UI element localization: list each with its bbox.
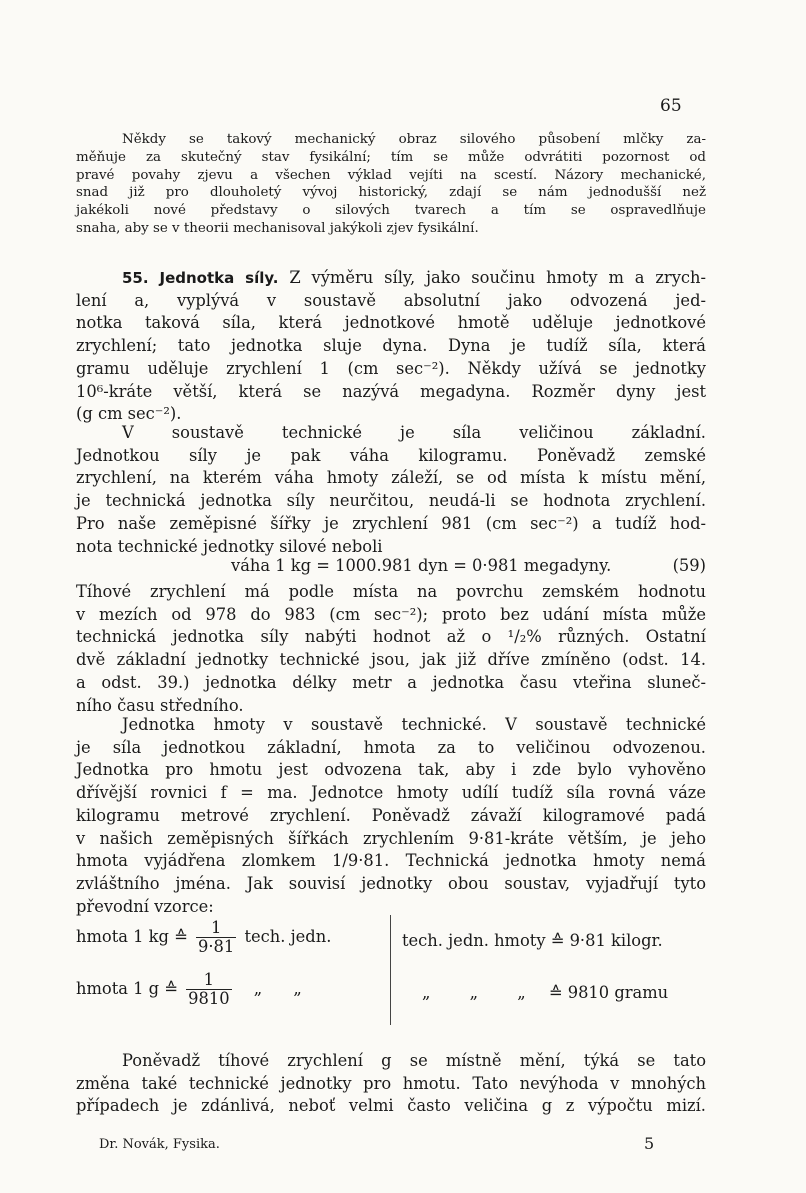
- technical-paragraph: [76, 422, 706, 558]
- text-line: V soustavě technické je síla veličinou základní.: [122, 423, 706, 442]
- text-line: kilogramu metrové zrychlení. Poněvadž závaží kilogramové padá: [76, 805, 706, 825]
- equation-number: (59): [672, 556, 706, 575]
- text-line: snaha, aby se v theorii mechanisoval jakýkoli zjev fysikální.: [76, 220, 479, 236]
- text-line: převodní vzorce:: [76, 896, 214, 916]
- conversion-row-2-left: [76, 971, 302, 1008]
- intro-paragraph: [76, 131, 706, 238]
- numerator: 1: [203, 970, 215, 989]
- text-line: Tíhové zrychlení má podle místa na povrchu zemském hodnotu: [76, 582, 706, 601]
- text-line: lení a, vyplývá v soustavě absolutní jako odvozená jed-: [76, 290, 706, 310]
- text-line: je síla jednotkou základní, hmota za to veličinou odvozenou.: [76, 737, 706, 757]
- conversion-row-1-left: [76, 919, 331, 956]
- text-line: Pro naše zeměpisné šířky je zrychlení 981 (cm sec⁻²) a tudíž hod-: [76, 513, 706, 533]
- text-line: (g cm sec⁻²).: [76, 404, 182, 424]
- fraction: [186, 971, 231, 1008]
- text-line: jakékoli nové představy o silových tvarech a tím se ospravedlňuje: [76, 203, 706, 219]
- conversion-row-2-right: [422, 983, 668, 1002]
- text-line: je technická jednotka síly neurčitou, neudá-li se hodnota zrychlení.: [76, 491, 706, 511]
- text-line: Jednotkou síly je pak váha kilogramu. Poněvadž zemské: [76, 445, 706, 465]
- text-line: změna také technické jednotky pro hmotu. Tato nevýhoda v mnohých: [76, 1073, 706, 1093]
- footer-author: Dr. Novák, Fysika.: [99, 1137, 220, 1152]
- correspondence-symbol: ≙: [548, 983, 563, 1002]
- conversion-row-1-right: [402, 931, 663, 950]
- denominator: 9810: [188, 989, 230, 1008]
- text-line: [76, 267, 706, 290]
- text-line: zrychlení, na kterém váha hmoty záleží, se od místa k místu mění,: [76, 468, 706, 488]
- closing-paragraph: [76, 1050, 706, 1118]
- text-line: pravé povahy zjevu a všechen výklad vejíti na scestí. Názory mechanické,: [76, 167, 706, 183]
- ditto-mark: „: [469, 983, 479, 1002]
- text-line: notka taková síla, která jednotkové hmotě uděluje jednotkové: [76, 313, 706, 333]
- ditto-mark: „: [422, 983, 431, 1002]
- fraction: [196, 919, 236, 956]
- correspondence-symbol: ≙: [164, 979, 178, 998]
- text-line: ního času středního.: [76, 695, 244, 715]
- ditto-mark: „: [517, 983, 526, 1002]
- formula-label: hmota 1 g: [76, 979, 160, 998]
- text-line: zrychlení; tato jednotka sluje dyna. Dyna je tudíž síla, která: [76, 336, 706, 356]
- text-line: dřívější rovnici f = ma. Jednotce hmoty udílí tudíž síla rovná váze: [76, 783, 706, 803]
- formula-label: hmota 1 kg: [76, 927, 169, 946]
- text-line: Někdy se takový mechanický obraz silového působení mlčky za-: [122, 132, 706, 147]
- text-line: technická jednotka síly nabýti hodnot až o ¹/₂% různých. Ostatní: [76, 627, 706, 647]
- text-line: Jednotka pro hmotu jest odvozena tak, aby i zde bylo vyhověno: [76, 760, 706, 780]
- equation-text: váha 1 kg = 1000.981 dyn = 0·981 megadyny.: [231, 556, 612, 575]
- formula-value: 9·81 kilogr.: [569, 931, 663, 950]
- text-line: gramu uděluje zrychlení 1 (cm sec⁻²). Někdy užívá se jednotky: [76, 358, 706, 378]
- ditto-mark: „: [253, 979, 263, 998]
- text-line: Poněvadž tíhové zrychlení g se místně mění, týká se tato: [122, 1051, 706, 1070]
- correspondence-symbol: ≙: [174, 927, 188, 946]
- text-line: případech je zdánlivá, neboť velmi často veličina g z výpočtu mizí.: [76, 1096, 706, 1116]
- conversion-formulas: [76, 915, 706, 1023]
- mass-unit-paragraph: [76, 714, 706, 918]
- section-55-paragraph: [76, 267, 706, 426]
- numerator: 1: [210, 918, 222, 937]
- formula-label: tech. jedn. hmoty: [402, 931, 546, 950]
- formula-value: 9810 gramu: [567, 983, 669, 1002]
- page-number: 65: [660, 96, 682, 116]
- text-line: a odst. 39.) jednotka délky metr a jednotka času vteřina sluneč-: [76, 672, 706, 692]
- text-line: nota technické jednotky silové neboli: [76, 536, 383, 556]
- ditto-mark: „: [293, 979, 302, 998]
- gravity-paragraph: [76, 581, 706, 717]
- text-line: snad již pro dlouholetý vývoj historický, zdají se nám jednodušší než: [76, 185, 706, 201]
- footer-signature: 5: [644, 1134, 655, 1153]
- text-line: zvláštního jména. Jak souvisí jednotky obou soustav, vyjadřují tyto: [76, 873, 706, 893]
- text-fragment: Z výměru síly, jako součinu hmoty m a zrych-: [278, 268, 706, 287]
- column-divider: [390, 915, 391, 1025]
- text-line: 10⁶-kráte větší, která se nazývá megadyna. Rozměr dyny jest: [76, 381, 706, 401]
- text-line: Jednotka hmoty v soustavě technické. V soustavě technické: [122, 715, 706, 734]
- text-line: hmota vyjádřena zlomkem 1/9·81. Technická jednotka hmoty nemá: [76, 851, 706, 871]
- denominator: 9·81: [198, 937, 235, 956]
- text-line: dvě základní jednotky technické jsou, jak již dříve zmíněno (odst. 14.: [76, 650, 706, 670]
- section-heading: 55. Jednotka síly.: [122, 269, 279, 287]
- text-line: v mezích od 978 do 983 (cm sec⁻²); proto bez udání místa může: [76, 604, 706, 624]
- text-line: měňuje za skutečný stav fysikální; tím se může odvrátiti pozornost od: [76, 149, 706, 165]
- text-line: v našich zeměpisných šířkách zrychlením 9·81-kráte větším, je jeho: [76, 828, 706, 848]
- formula-unit: tech. jedn.: [244, 927, 332, 946]
- correspondence-symbol: ≙: [550, 931, 565, 950]
